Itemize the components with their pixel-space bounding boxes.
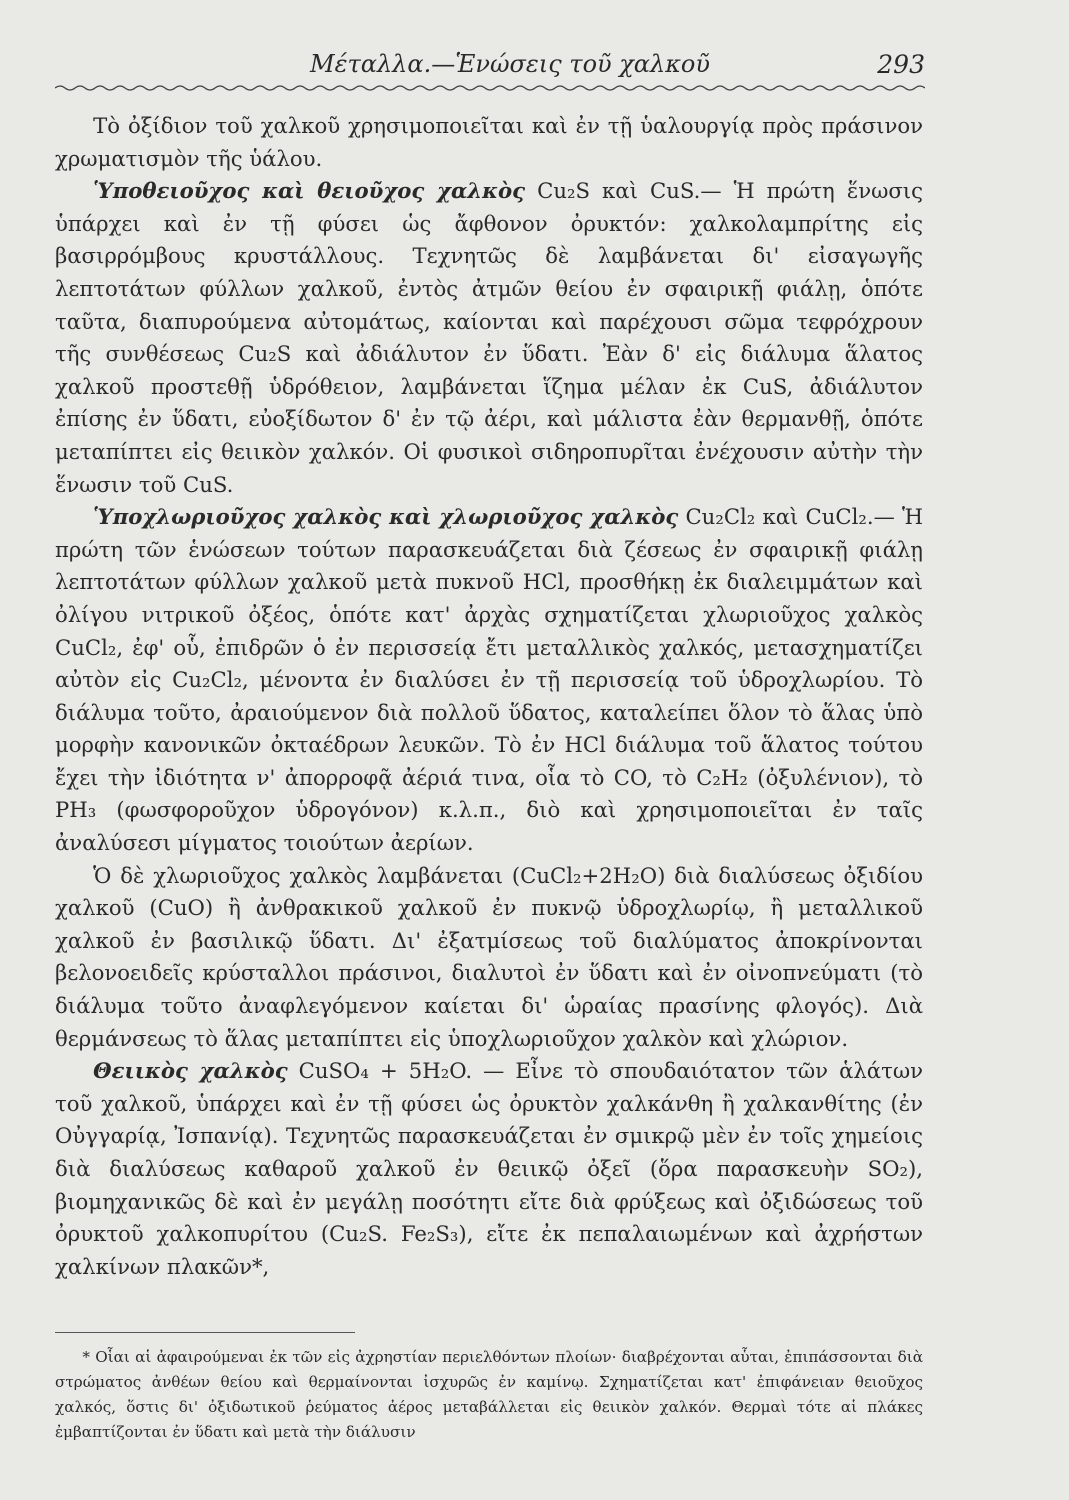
paragraph-text: Cu₂Cl₂ καὶ CuCl₂.— Ἡ πρώτη τῶν ἑνώσεων τούτων παρασκευάζεται διὰ ζέσεως ἐν σφαιρικῇ φιάλῃ λεπτοτάτων φύλλων χαλκοῦ μετὰ πυκνοῦ HCl, προσθήκῃ ἐκ διαλειμμάτων καὶ ὀλίγου νιτρικοῦ ὀξέος, ὁπότε κατ' ἀρχὰς σχηματίζεται χλωριοῦχος χαλκὸς CuCl₂, ἐφ' οὗ, ἐπιδρῶν ὁ ἐν περισσείᾳ ἔτι μεταλλικὸς χαλκός, μετασχηματίζει αὐτὸν εἰς Cu₂Cl₂, μένοντα ἐν διαλύσει ἐν τῇ περισσείᾳ τοῦ ὑδροχλωρίου. Τὸ διάλυμα τοῦτο, ἀραιούμενον διὰ πολλοῦ ὕδατος, καταλείπει ὅλον τὸ ἅλας ὑπὸ μορφὴν κανονικῶν ὀκταέδρων λευκῶν. Τὸ ἐν HCl διάλυμα τοῦ ἅλατος τούτου ἔχει τὴν ἰδιότητα ν' ἀπορροφᾷ ἀέριά τινα, οἷα τὸ CO, τὸ C₂H₂ (ὀξυλένιον), τὸ PH₃ (φωσφοροῦχον ὑδρογόνον) κ.λ.π., διὸ καὶ χρησιμοποιεῖται ἐν ταῖς ἀναλύσεσι μίγματος τοιούτων ἀερίων. (55, 504, 923, 856)
paragraph-text: CuSO₄ + 5H₂O. — Εἶνε τὸ σπουδαιότατον τῶν ἁλάτων τοῦ χαλκοῦ, ὑπάρχει καὶ ἐν τῇ φύσει ὡς ὀρυκτὸν χαλκάνθη ἢ χαλκανθίτης (ἐν Οὐγγαρίᾳ, Ἰσπανίᾳ). Τεχνητῶς παρασκευάζεται ἐν σμικρῷ μὲν ἐν τοῖς χημείοις διὰ διαλύσεως καθαροῦ χαλκοῦ ἐν θειικῷ ὀξεῖ (ὅρα παρασκευὴν SO₂), βιομηχανικῶς δὲ καὶ ἐν μεγάλῃ ποσότητι εἴτε διὰ φρύξεως καὶ ὀξιδώσεως τοῦ ὀρυκτοῦ χαλκοπυρίτου (Cu₂S. Fe₂S₃), εἴτε ἐκ πεπαλαιωμένων καὶ ἀχρήστων χαλκίνων πλακῶν*, (55, 1058, 923, 1279)
paragraph-text: Ὁ δὲ χλωριοῦχος χαλκὸς λαμβάνεται (CuCl₂+2H₂O) διὰ διαλύσεως ὀξιδίου χαλκοῦ (CuO) ἢ ἀνθρακικοῦ χαλκοῦ ἐν πυκνῷ ὑδροχλωρίῳ, ἢ μεταλλικοῦ χαλκοῦ ἐν βασιλικῷ ὕδατι. Δι' ἐξατμίσεως τοῦ διαλύματος ἀποκρίνονται βελονοειδεῖς κρύσταλλοι πράσινοι, διαλυτοὶ ἐν ὕδατι καὶ ἐν οἰνοπνεύματι (τὸ διάλυμα τοῦτο ἀναφλεγόμενον καίεται δι' ὡραίας πρασίνης φλογός). Διὰ θερμάνσεως τὸ ἅλας μεταπίπτει εἰς ὑποχλωριοῦχον χαλκὸν καὶ χλώριον. (55, 862, 923, 1051)
footnote-text: * Οἷαι αἱ ἀφαιρούμεναι ἐκ τῶν εἰς ἀχρηστίαν περιελθόντων πλοίων· διαβρέχονται αὗται, ἐπιπάσσονται διὰ στρώματος ἀνθέων θείου καὶ θερμαίνονται ἰσχυρῶς ἐν καμίνῳ. Σχηματίζεται κατ' ἐπιφάνειαν θειοῦχος χαλκός, ὅστις δι' ὀξιδωτικοῦ ῥεύματος ἀέρος μεταβάλλεται εἰς θειικὸν χαλκόν. Θερμαὶ τότε αἱ πλάκες ἐμβαπτίζονται ἐν ὕδατι καὶ μετὰ τὴν διάλυσιν (55, 1348, 923, 1441)
paragraph-sulfides (55, 175, 923, 501)
footnote (55, 1345, 923, 1445)
footnote-divider (55, 1332, 355, 1333)
chapter-title: Μέταλλα.—Ἑνώσεις τοῦ χαλκοῦ (310, 50, 710, 78)
paragraph-sulfate (55, 1055, 923, 1283)
paragraph-text: Τὸ ὀξίδιον τοῦ χαλκοῦ χρησιμοποιεῖται καὶ ἐν τῇ ὑαλουργίᾳ πρὸς πράσινον χρωματισμὸν τῆς ὑάλου. (55, 113, 923, 171)
section-heading: Θειικὸς χαλκὸς (93, 1058, 288, 1084)
paragraph-text: Cu₂S καὶ CuS.— Ἡ πρώτη ἕνωσις ὑπάρχει καὶ ἐν τῇ φύσει ὡς ἄφθονον ὀρυκτόν: χαλκολαμπρίτης εἰς βασιρρόμβους κρυστάλλους. Τεχνητῶς δὲ λαμβάνεται δι' εἰσαγωγῆς λεπτοτάτων φύλλων χαλκοῦ, ἐντὸς ἀτμῶν θείου ἐν σφαιρικῇ φιάλῃ, ὁπότε ταῦτα, διαπυρούμενα αὐτομάτως, καίονται καὶ παρέχουσι σῶμα τεφρόχρουν τῆς συνθέσεως Cu₂S καὶ ἀδιάλυτον ἐν ὕδατι. Ἐὰν δ' εἰς διάλυμα ἅλατος χαλκοῦ προστεθῇ ὑδρόθειον, λαμβάνεται ἵζημα μέλαν ἐκ CuS, ἀδιάλυτον ἐπίσης ἐν ὕδατι, εὐοξίδωτον δ' ἐν τῷ ἀέρι, καὶ μάλιστα ἐὰν θερμανθῇ, ὁπότε μεταπίπτει εἰς θειικὸν χαλκόν. Οἱ φυσικοὶ σιδηροπυρῖται ἐνέχουσιν αὐτὴν τὴν ἕνωσιν τοῦ CuS. (55, 178, 923, 497)
paragraph-oxide (55, 110, 923, 175)
paragraph-cupric-chloride (55, 860, 923, 1056)
running-header (55, 50, 925, 90)
wavy-header-rule (55, 84, 925, 92)
paragraph-chlorides (55, 501, 923, 860)
main-text (55, 110, 923, 1283)
page-number: 293 (877, 50, 925, 79)
section-heading: Ὑποθειοῦχος καὶ θειοῦχος χαλκὸς (93, 178, 526, 204)
section-heading: Ὑποχλωριοῦχος χαλκὸς καὶ χλωριοῦχος χαλκὸς (93, 504, 679, 530)
